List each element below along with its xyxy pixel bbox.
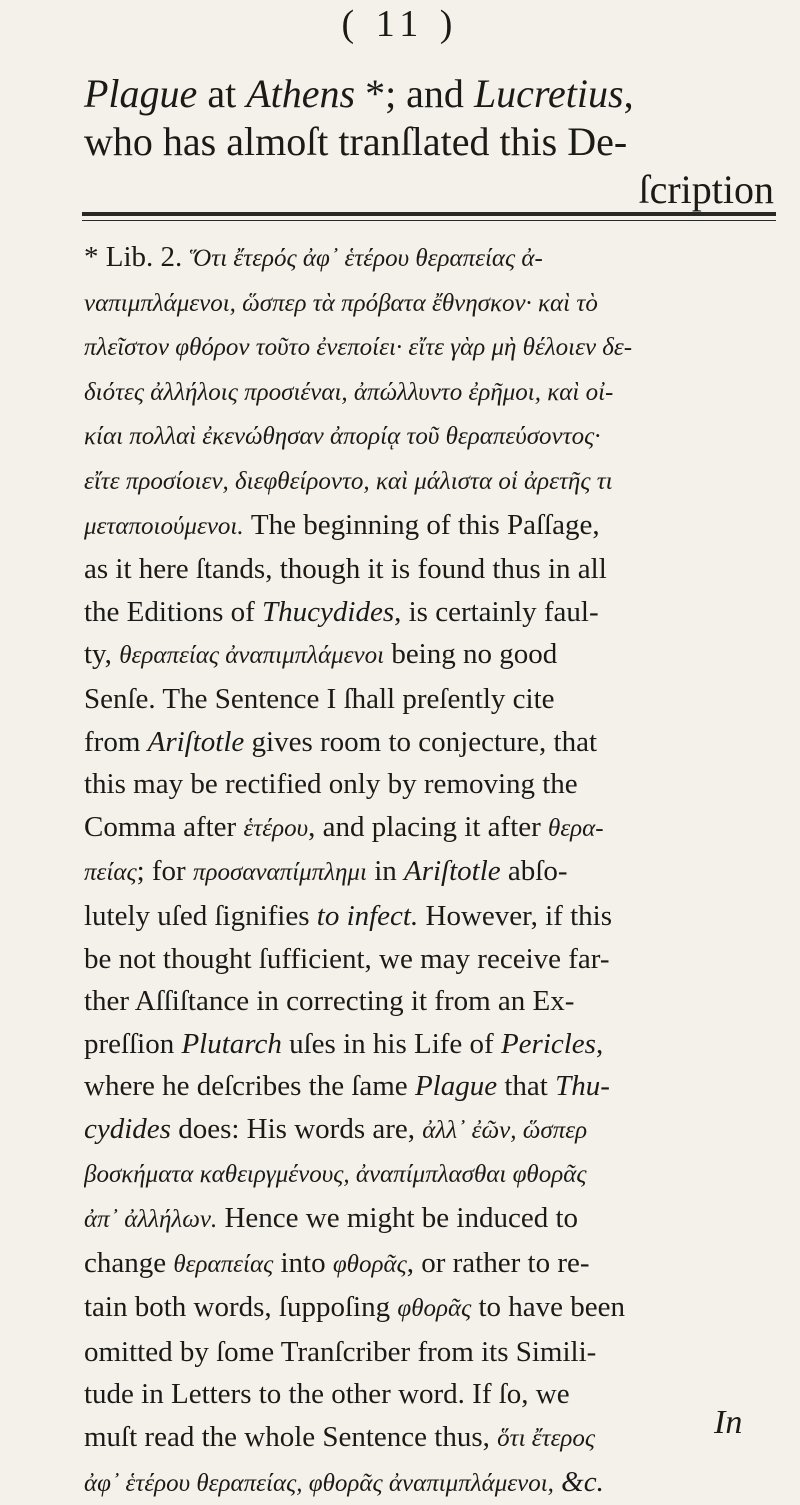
text-run: The beginning of this Paſſage, [243, 508, 600, 541]
footnote-line: omitted by ſome Tranſcriber from its Simili- [84, 1335, 597, 1368]
footnote-line [84, 1461, 774, 1505]
name-thucydides: Thucydides [262, 595, 395, 628]
greek-text: θεραπείας ἀναπιμπλάμενοι [119, 642, 385, 670]
footnote-line: be not thought ſufficient, we may receive far- [84, 942, 610, 975]
footnote-line [84, 850, 774, 895]
text-run: that [497, 1070, 556, 1103]
greek-text: πλεῖστον φθόρον τοῦτο ἐνεποίει· εἴτε γὰρ μὴ θέλοιεν δε- [84, 334, 633, 362]
text-run: preſſion [84, 1027, 182, 1060]
text-run: where he deſcribes the ſame [84, 1070, 415, 1103]
main-line-2: who has almoſt tranſlated this De- [84, 119, 628, 164]
footnote [84, 236, 774, 1505]
footnote-line [84, 1023, 774, 1066]
text-run: ; for [136, 855, 193, 888]
text-run: &c. [553, 1465, 604, 1498]
footnote-line [84, 1152, 774, 1197]
footnote-line [84, 325, 774, 370]
footnote-line [84, 1108, 774, 1153]
greek-text: ἀφ᾽ ἑτέρου θεραπείας, φθορᾶς ἀναπιμπλάμενοι, [84, 1469, 554, 1497]
main-line-1 [84, 70, 774, 118]
text-run: gives room to conjecture, that [244, 725, 598, 758]
name-aristotle: Ariſtotle [147, 725, 245, 758]
footnote-line [84, 459, 774, 504]
greek-text: ἀπ᾽ ἀλλήλων. [84, 1206, 218, 1234]
greek-text: ὅτι ἔτερος [497, 1425, 596, 1453]
greek-text: φθορᾶς [332, 1250, 407, 1278]
italic-phrase: to infect. [316, 899, 419, 932]
footnote-line: Senſe. The Sentence I ſhall preſently cite [84, 682, 555, 715]
main-text [84, 70, 774, 214]
text-run: Hence we might be induced to [217, 1202, 579, 1235]
text-run: , [595, 1027, 604, 1060]
greek-text: θεραπείας [173, 1250, 274, 1278]
footnote-line [84, 504, 774, 549]
word-lucretius: Lucretius [473, 71, 624, 116]
greek-text: ἀλλ᾽ ἐῶν, ὥσπερ [422, 1116, 588, 1144]
text-run: However, if this [418, 899, 612, 932]
text-run: , is certainly faul- [394, 595, 599, 628]
text-run: , [623, 71, 634, 116]
word-plague: Plague [84, 71, 198, 116]
page-number: ( 11 ) [341, 3, 459, 45]
greek-text: βοσκήματα καθειργμένους, ἀναπίμπλασθαι φθορᾶς [84, 1161, 587, 1189]
footnote-line [84, 1065, 774, 1108]
footnote-line [84, 1197, 774, 1242]
text-run: Comma after [84, 810, 244, 843]
text-run: being no good [384, 638, 558, 671]
footnote-line [84, 591, 774, 634]
text-run: at [197, 71, 247, 116]
footnote-line [84, 414, 774, 459]
greek-text: ἑτέρου [243, 814, 309, 842]
text-run: the Editions of [84, 595, 263, 628]
text-run: abſo- [500, 855, 568, 888]
footnote-line: as it here ſtands, though it is found thus in all [84, 553, 607, 586]
footnote-line [84, 236, 774, 281]
greek-text: Ὅτι ἔτερός ἀφ᾽ ἑτέρου θεραπείας ἀ- [189, 245, 543, 272]
greek-text: διότες ἀλλήλοις προσιέναι, ἀπώλλυντο ἐρῆμοι, καὶ οἰ- [84, 378, 614, 406]
name-thucydides: cydides [84, 1112, 171, 1145]
footnote-line [84, 281, 774, 326]
footnote-line [84, 721, 774, 764]
text-run: tain both words, ſuppoſing [84, 1291, 398, 1324]
greek-text: κίαι πολλαὶ ἐκενώθησαν ἀπορίᾳ τοῦ θεραπεύσοντος· [84, 423, 601, 451]
text-run: , or rather to re- [406, 1246, 590, 1279]
footnote-line [84, 1286, 774, 1331]
footnote-line [84, 895, 774, 938]
greek-text: φθορᾶς [397, 1295, 472, 1323]
text-run: change [84, 1246, 174, 1279]
catchword: In [714, 1404, 743, 1441]
text-run: uſes in his Life of [281, 1027, 501, 1060]
footnote-line: ther Aſſiſtance in correcting it from an Ex- [84, 985, 575, 1018]
text-run: to have been [471, 1291, 626, 1324]
footnote-line [84, 1416, 774, 1461]
name-plutarch: Plutarch [181, 1027, 282, 1060]
footnote-rule-thin [82, 220, 776, 221]
footnote-line [84, 806, 774, 851]
name-pericles: Pericles [500, 1027, 596, 1060]
footnote-line [84, 370, 774, 415]
text-run: , and placing it after [308, 810, 549, 843]
name-thucydides: Thu- [555, 1070, 610, 1103]
text-run: ty, [84, 638, 120, 671]
footnote-line [84, 633, 774, 678]
greek-text: προσαναπίμπλημι [192, 859, 367, 887]
text-run: lutely uſed ſignifies [84, 899, 317, 932]
footnote-line [84, 1242, 774, 1287]
text-run: from [84, 725, 148, 758]
greek-text: ναπιμπλάμενοι, ὥσπερ τὰ πρόβατα ἔθνησκον· καὶ τὸ [84, 289, 598, 317]
greek-text: πείας [84, 859, 137, 887]
text-run: does: His words are, [170, 1112, 423, 1145]
word-athens: Athens [246, 71, 356, 116]
footnote-ref-label: * Lib. 2. [84, 241, 190, 273]
text-run: in [366, 855, 404, 888]
name-aristotle: Ariſtotle [404, 855, 501, 888]
greek-text: θερα- [548, 814, 604, 842]
main-line-3: ſcription [638, 167, 774, 212]
word-plague: Plague [414, 1070, 498, 1103]
text-run: muſt read the whole Sentence thus, [84, 1421, 498, 1454]
greek-text: μεταποιούμενοι. [84, 512, 244, 540]
footnote-line: tude in Letters to the other word. If ſo, we [84, 1378, 570, 1411]
footnote-line: this may be rectified only by removing the [84, 768, 578, 801]
greek-text: εἴτε προσίοιεν, διεφθείροντο, καὶ μάλιστα οἱ ἀρετῆς τι [84, 467, 613, 495]
footnote-ref: *; and [355, 71, 474, 116]
footnote-rule-thick [82, 212, 776, 216]
text-run: into [273, 1246, 333, 1279]
